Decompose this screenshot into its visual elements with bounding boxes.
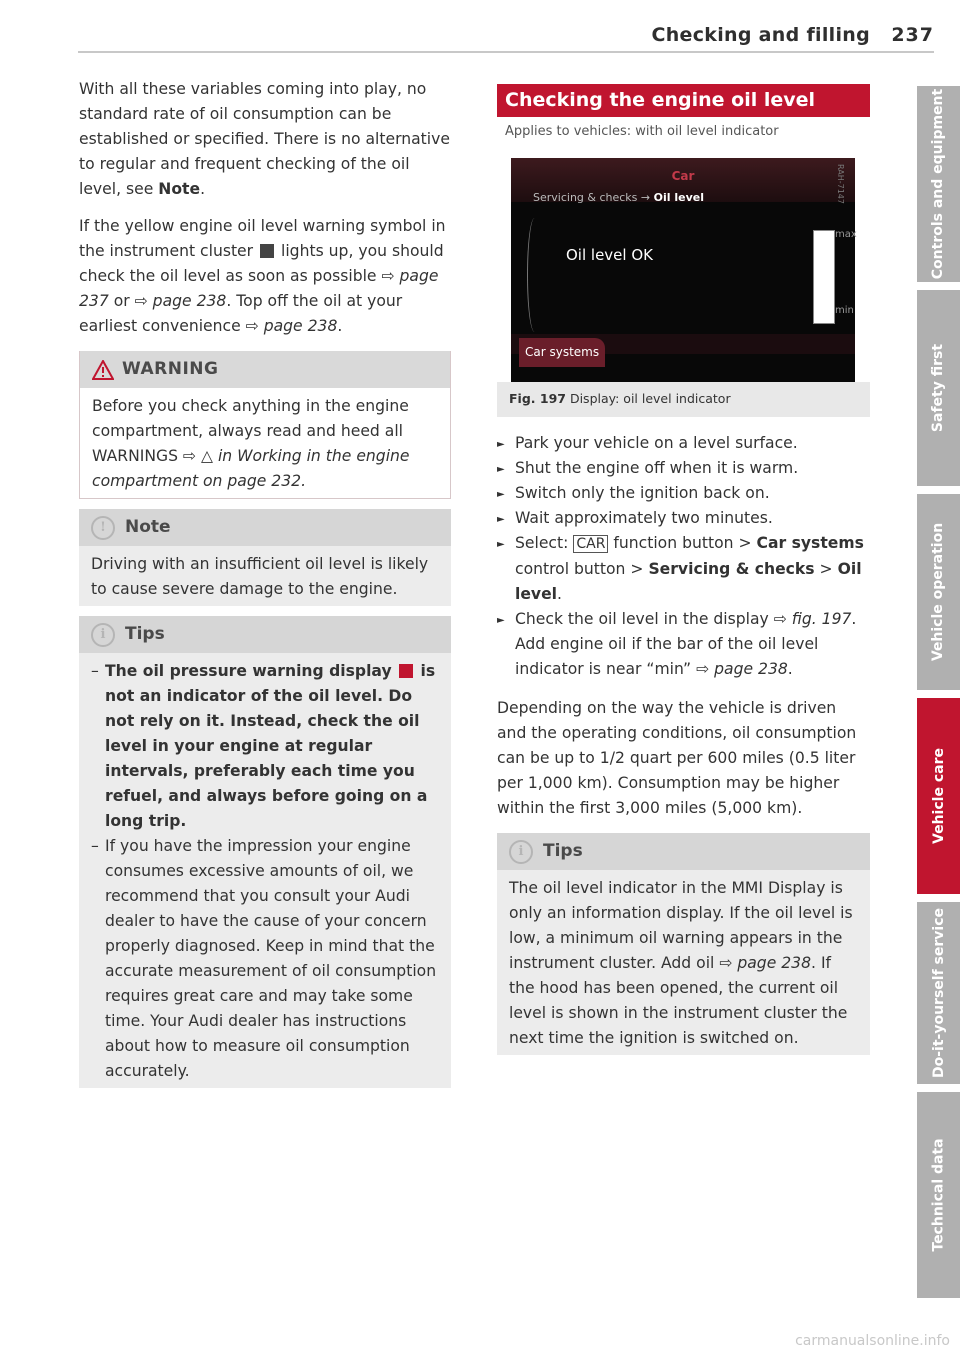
link-page-237[interactable]: ⇨ page 237	[79, 267, 439, 310]
warning-small-icon: △	[200, 447, 213, 465]
car-systems-button: Car systems	[519, 338, 605, 367]
link-page-238b[interactable]: ⇨ page 238	[245, 317, 338, 335]
tips-title-left: Tips	[125, 624, 165, 644]
sidebar-tab-diy[interactable]: Do-it-yourself service	[917, 902, 960, 1084]
watermark: carmanualsonline.info	[795, 1333, 950, 1349]
screen-car-title: Car	[671, 169, 695, 183]
step: ► Wait approximately two minutes.	[497, 506, 870, 531]
figure-197	[497, 158, 870, 417]
sidebar-tab-vehicle-care[interactable]: Vehicle care	[917, 698, 960, 894]
warning-box	[79, 351, 451, 499]
applies-to: Applies to vehicles: with oil level indicator	[505, 124, 779, 139]
warning-header	[80, 351, 450, 388]
tips-body-right: The oil level indicator in the MMI Display is only an information display. If the oil level is low, a minimum oil warning appears in the instrument cluster. Add oil ⇨ page 238. If the hood has been opened, the current oil level is shown in the instrument cluster the next time the ignition is switched on.	[497, 870, 870, 1055]
running-title: Checking and filling	[651, 24, 870, 46]
step: ► Select: CAR function button > Car systems control button > Servicing & checks > Oil level.	[497, 531, 870, 607]
section-title: Checking the engine oil level	[497, 84, 870, 117]
oil-level-gauge	[813, 230, 835, 324]
header-rule	[78, 51, 934, 53]
gauge-min-label: min	[835, 305, 854, 316]
intro-paragraph-2: If the yellow engine oil level warning symbol in the instrument cluster lights up, you should check the oil level as soon as possible ⇨ page 237 or ⇨ page 238. Top off the oil at your earliest convenience ⇨ page 238.	[79, 217, 446, 335]
step: ► Park your vehicle on a level surface.	[497, 431, 870, 456]
screen-breadcrumb: Servicing & checks → Oil level	[533, 191, 704, 204]
link-page-232[interactable]: in Working in the engine compartment on page 232.	[92, 447, 410, 490]
info-icon: i	[91, 623, 115, 647]
tips-list-left	[91, 659, 439, 1084]
tips-box-right	[497, 833, 870, 1055]
warning-title: WARNING	[122, 359, 219, 379]
figure-code: RAH-7147	[836, 164, 845, 204]
oil-pressure-warning-icon	[399, 664, 413, 678]
tips-title-right: Tips	[543, 841, 583, 861]
link-fig-197[interactable]: ⇨ fig. 197	[773, 610, 852, 628]
sidebar-tab-operation[interactable]: Vehicle operation	[917, 494, 960, 690]
figure-caption: Fig. 197 Display: oil level indicator	[497, 382, 870, 417]
sidebar-tab-controls[interactable]: Controls and equipment	[917, 86, 960, 282]
link-page-238d[interactable]: ⇨ page 238	[719, 954, 812, 972]
oil-level-fill	[814, 231, 834, 323]
right-column	[497, 84, 870, 1065]
step: ► Check the oil level in the display ⇨ fig. 197. Add engine oil if the bar of the oil level indicator is near “min” ⇨ page 238.	[497, 607, 870, 682]
note-body: Driving with an insufficient oil level is likely to cause severe damage to the engine.	[79, 546, 451, 606]
consumption-paragraph: Depending on the way the vehicle is driven and the operating conditions, oil consumption can be up to 1/2 quart per 600 miles (0.5 liter per 1,000 km). Consumption may be higher within the first 3,000 miles (5,000 km).	[497, 699, 857, 817]
note-box	[79, 509, 451, 606]
info-icon: i	[509, 840, 533, 864]
exclamation-icon: !	[91, 516, 115, 540]
intro-paragraph-1: With all these variables coming into play, no standard rate of oil consumption can be established or specified. There is no alternative to regular and frequent checking of the oil level, see Note.	[79, 80, 450, 198]
warning-triangle-icon	[92, 360, 114, 380]
oil-level-warning-icon	[260, 244, 274, 258]
page-number: 237	[891, 24, 934, 46]
link-page-238c[interactable]: ⇨ page 238	[696, 660, 788, 678]
tips-item: – The oil pressure warning display is not an indicator of the oil level. Do not rely on it. Instead, check the oil level in your engine at regular intervals, preferably each time you refuel, and always before going on a long trip.	[91, 659, 439, 834]
sidebar-tab-safety[interactable]: Safety first	[917, 290, 960, 486]
steps-list	[497, 431, 870, 682]
step: ► Switch only the ignition back on.	[497, 481, 870, 506]
step: ► Shut the engine off when it is warm.	[497, 456, 870, 481]
tips-box-left	[79, 616, 451, 1088]
link-page-238[interactable]: ⇨ page 238	[134, 292, 227, 310]
oil-level-message: Oil level OK	[566, 246, 653, 264]
warning-body: Before you check anything in the engine compartment, always read and heed all WARNINGS ⇨ △ in Working in the engine compartment on page 232.	[92, 397, 410, 490]
tips-item: – If you have the impression your engine consumes excessive amounts of oil, we recommend that you consult your Audi dealer to have the cause of your concern properly diagnosed. Keep in mind that the accurate measurement of oil consumption requires great care and may take some time. Your Audi dealer has instructions about how to measure oil consumption accurately.	[91, 834, 439, 1084]
note-title: Note	[125, 517, 171, 537]
left-column	[79, 77, 451, 1098]
car-key: CAR	[573, 535, 608, 553]
mmi-display	[511, 158, 855, 382]
gauge-max-label: max	[835, 229, 857, 240]
sidebar-tab-technical[interactable]: Technical data	[917, 1092, 960, 1298]
